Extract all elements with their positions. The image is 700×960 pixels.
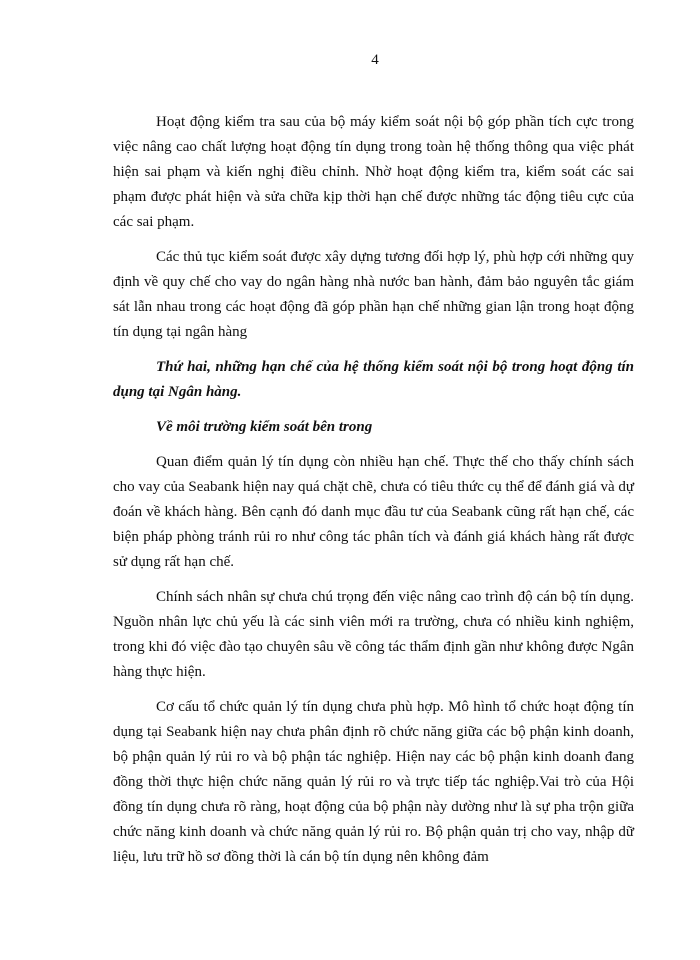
paragraph-personnel-policy: Chính sách nhân sự chưa chú trọng đến việc nâng cao trình độ cán bộ tín dụng. Nguồn nhân lực chủ yếu là các sinh viên mới ra trường, chưa có nhiều kinh nghiệm, trong khi đó việc đào tạo chuyên sâu về công tác thẩm định gần như không được Ngân hàng thực hiện. <box>113 589 634 680</box>
paragraph-credit-management-view: Quan điểm quản lý tín dụng còn nhiều hạn chế. Thực thế cho thấy chính sách cho vay của Seabank hiện nay quá chặt chẽ, chưa có tiêu thức cụ thể để đánh giá và dự đoán về khách hàng. Bên cạnh đó danh mục đầu tư của Seabank cũng rất hạn chế, các biện pháp phòng tránh rủi ro như công tác phân tích và đánh giá khách hàng rất được sử dụng rất hạn chế. <box>113 454 634 570</box>
paragraph-control-procedures: Các thủ tục kiểm soát được xây dựng tương đối hợp lý, phù hợp cới những quy định về quy chế cho vay do ngân hàng nhà nước ban hành, đảm bảo nguyên tắc giám sát lẫn nhau trong các hoạt động đã góp phần hạn chế những gian lận trong hoạt động tín dụng tại ngân hàng <box>113 249 634 340</box>
page-number: 4 <box>371 52 379 68</box>
paragraph-internal-audit-benefits: Hoạt động kiểm tra sau của bộ máy kiểm soát nội bộ góp phần tích cực trong việc nâng cao chất lượng hoạt động tín dụng trong toàn hệ thống thông qua việc phát hiện sai phạm và kiến nghị điều chỉnh. Nhờ hoạt động kiểm tra, kiểm soát các sai phạm được phát hiện và sửa chữa kịp thời hạn chế được những tác động tiêu cực của các sai phạm. <box>113 114 634 230</box>
heading-internal-control-environment: Về môi trường kiểm soát bên trong <box>156 419 373 435</box>
document-body <box>113 110 634 880</box>
heading-second-limitations: Thứ hai, những hạn chế của hệ thống kiểm soát nội bộ trong hoạt động tín dụng tại Ngân hàng. <box>113 359 634 400</box>
paragraph-organizational-structure: Cơ cấu tổ chức quản lý tín dụng chưa phù hợp. Mô hình tổ chức hoạt động tín dụng tại Seabank hiện nay chưa phân định rõ chức năng giữa các bộ phận kinh doanh, bộ phận quản lý rủi ro và bộ phận tác nghiệp. Hiện nay các bộ phận kinh doanh đang đồng thời thực hiện chức năng quản lý rủi ro và trực tiếp tác nghiệp.Vai trò của Hội đồng tín dụng chưa rõ ràng, hoạt động của bộ phận này dường như là sự pha trộn giữa chức năng kinh doanh và chức năng quản lý rủi ro. Bộ phận quản trị cho vay, nhập dữ liệu, lưu trữ hồ sơ đồng thời là cán bộ tín dụng nên không đảm <box>113 699 634 865</box>
